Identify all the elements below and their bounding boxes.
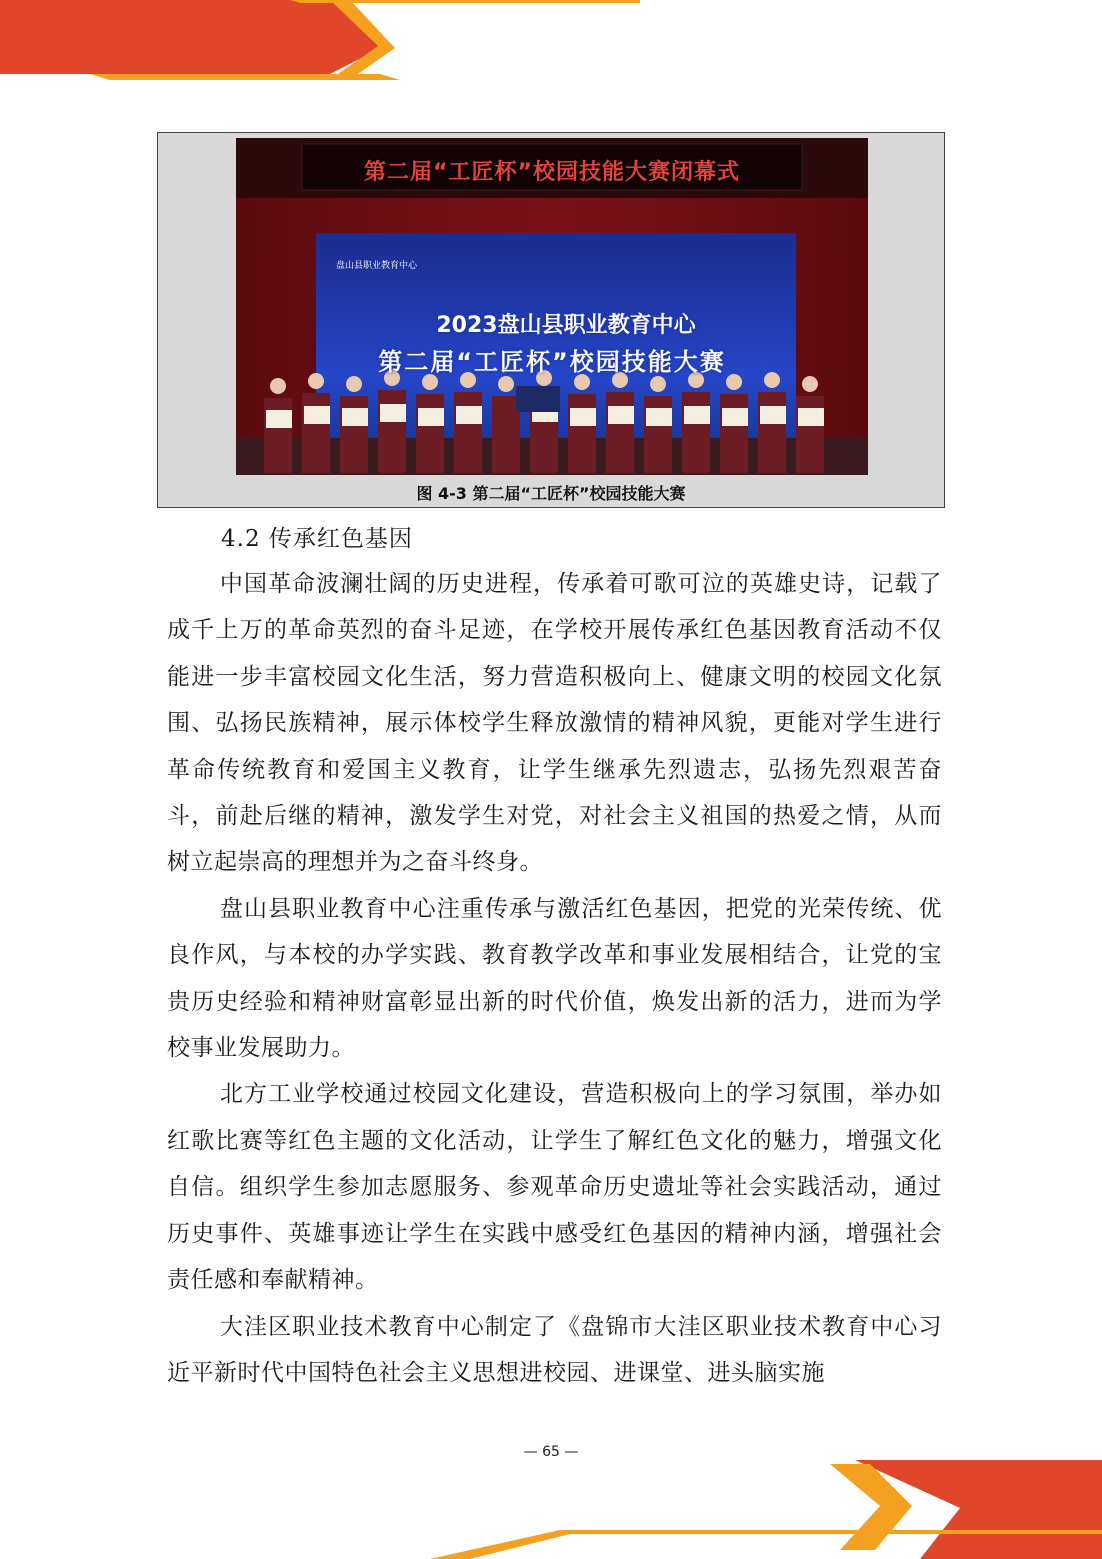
footer-decoration xyxy=(0,1460,1102,1559)
paragraph: 中国革命波澜壮阔的历史进程，传承着可歌可泣的英雄史诗，记载了成千上万的革命英烈的奋斗足迹，在学校开展传承红色基因教育活动不仅能进一步丰富校园文化生活，努力营造积极向上、健康文明的校园文化氛围、弘扬民族精神，展示体校学生释放激情的精神风貌，更能对学生进行革命传统教育和爱国主义教育，让学生继承先烈遗志，弘扬先烈艰苦奋斗，前赴后继的精神，激发学生对党，对社会主义祖国的热爱之情，从而树立起崇高的理想并为之奋斗终身。 xyxy=(167,571,942,876)
figure xyxy=(157,132,945,508)
screen-subtitle: 第二届“工匠杯”校园技能大赛 xyxy=(378,348,726,376)
page-number: — 65 — xyxy=(523,1444,579,1460)
screen-logo: 盘山县职业教育中心 xyxy=(336,261,418,271)
figure-caption: 图 4-3 第二届“工匠杯”校园技能大赛 xyxy=(416,484,686,503)
body-text xyxy=(167,561,942,1396)
section-heading: 4.2 传承红色基因 xyxy=(221,526,413,552)
header-decoration xyxy=(0,0,1102,90)
banner-text: 第二届“工匠杯”校园技能大赛闭幕式 xyxy=(364,160,740,185)
paragraph: 盘山县职业教育中心注重传承与激活红色基因，把党的光荣传统、优良作风，与本校的办学实践、教育教学改革和事业发展相结合，让党的宝贵历史经验和精神财富彰显出新的时代价值，焕发出新的活力，进而为学校事业发展助力。 xyxy=(167,895,942,1062)
screen-title: 2023盘山县职业教育中心 xyxy=(436,313,696,338)
paragraph: 北方工业学校通过校园文化建设，营造积极向上的学习氛围，举办如红歌比赛等红色主题的文化活动，让学生了解红色文化的魅力，增强文化自信。组织学生参加志愿服务、参观革命历史遗址等社会实践活动，通过历史事件、英雄事迹让学生在实践中感受红色基因的精神内涵，增强社会责任感和奉献精神。 xyxy=(167,1081,942,1294)
paragraph: 大洼区职业技术教育中心制定了《盘锦市大洼区职业技术教育中心习近平新时代中国特色社会主义思想进校园、进课堂、进头脑实施 xyxy=(167,1313,942,1386)
ceremony-photo xyxy=(236,138,868,475)
